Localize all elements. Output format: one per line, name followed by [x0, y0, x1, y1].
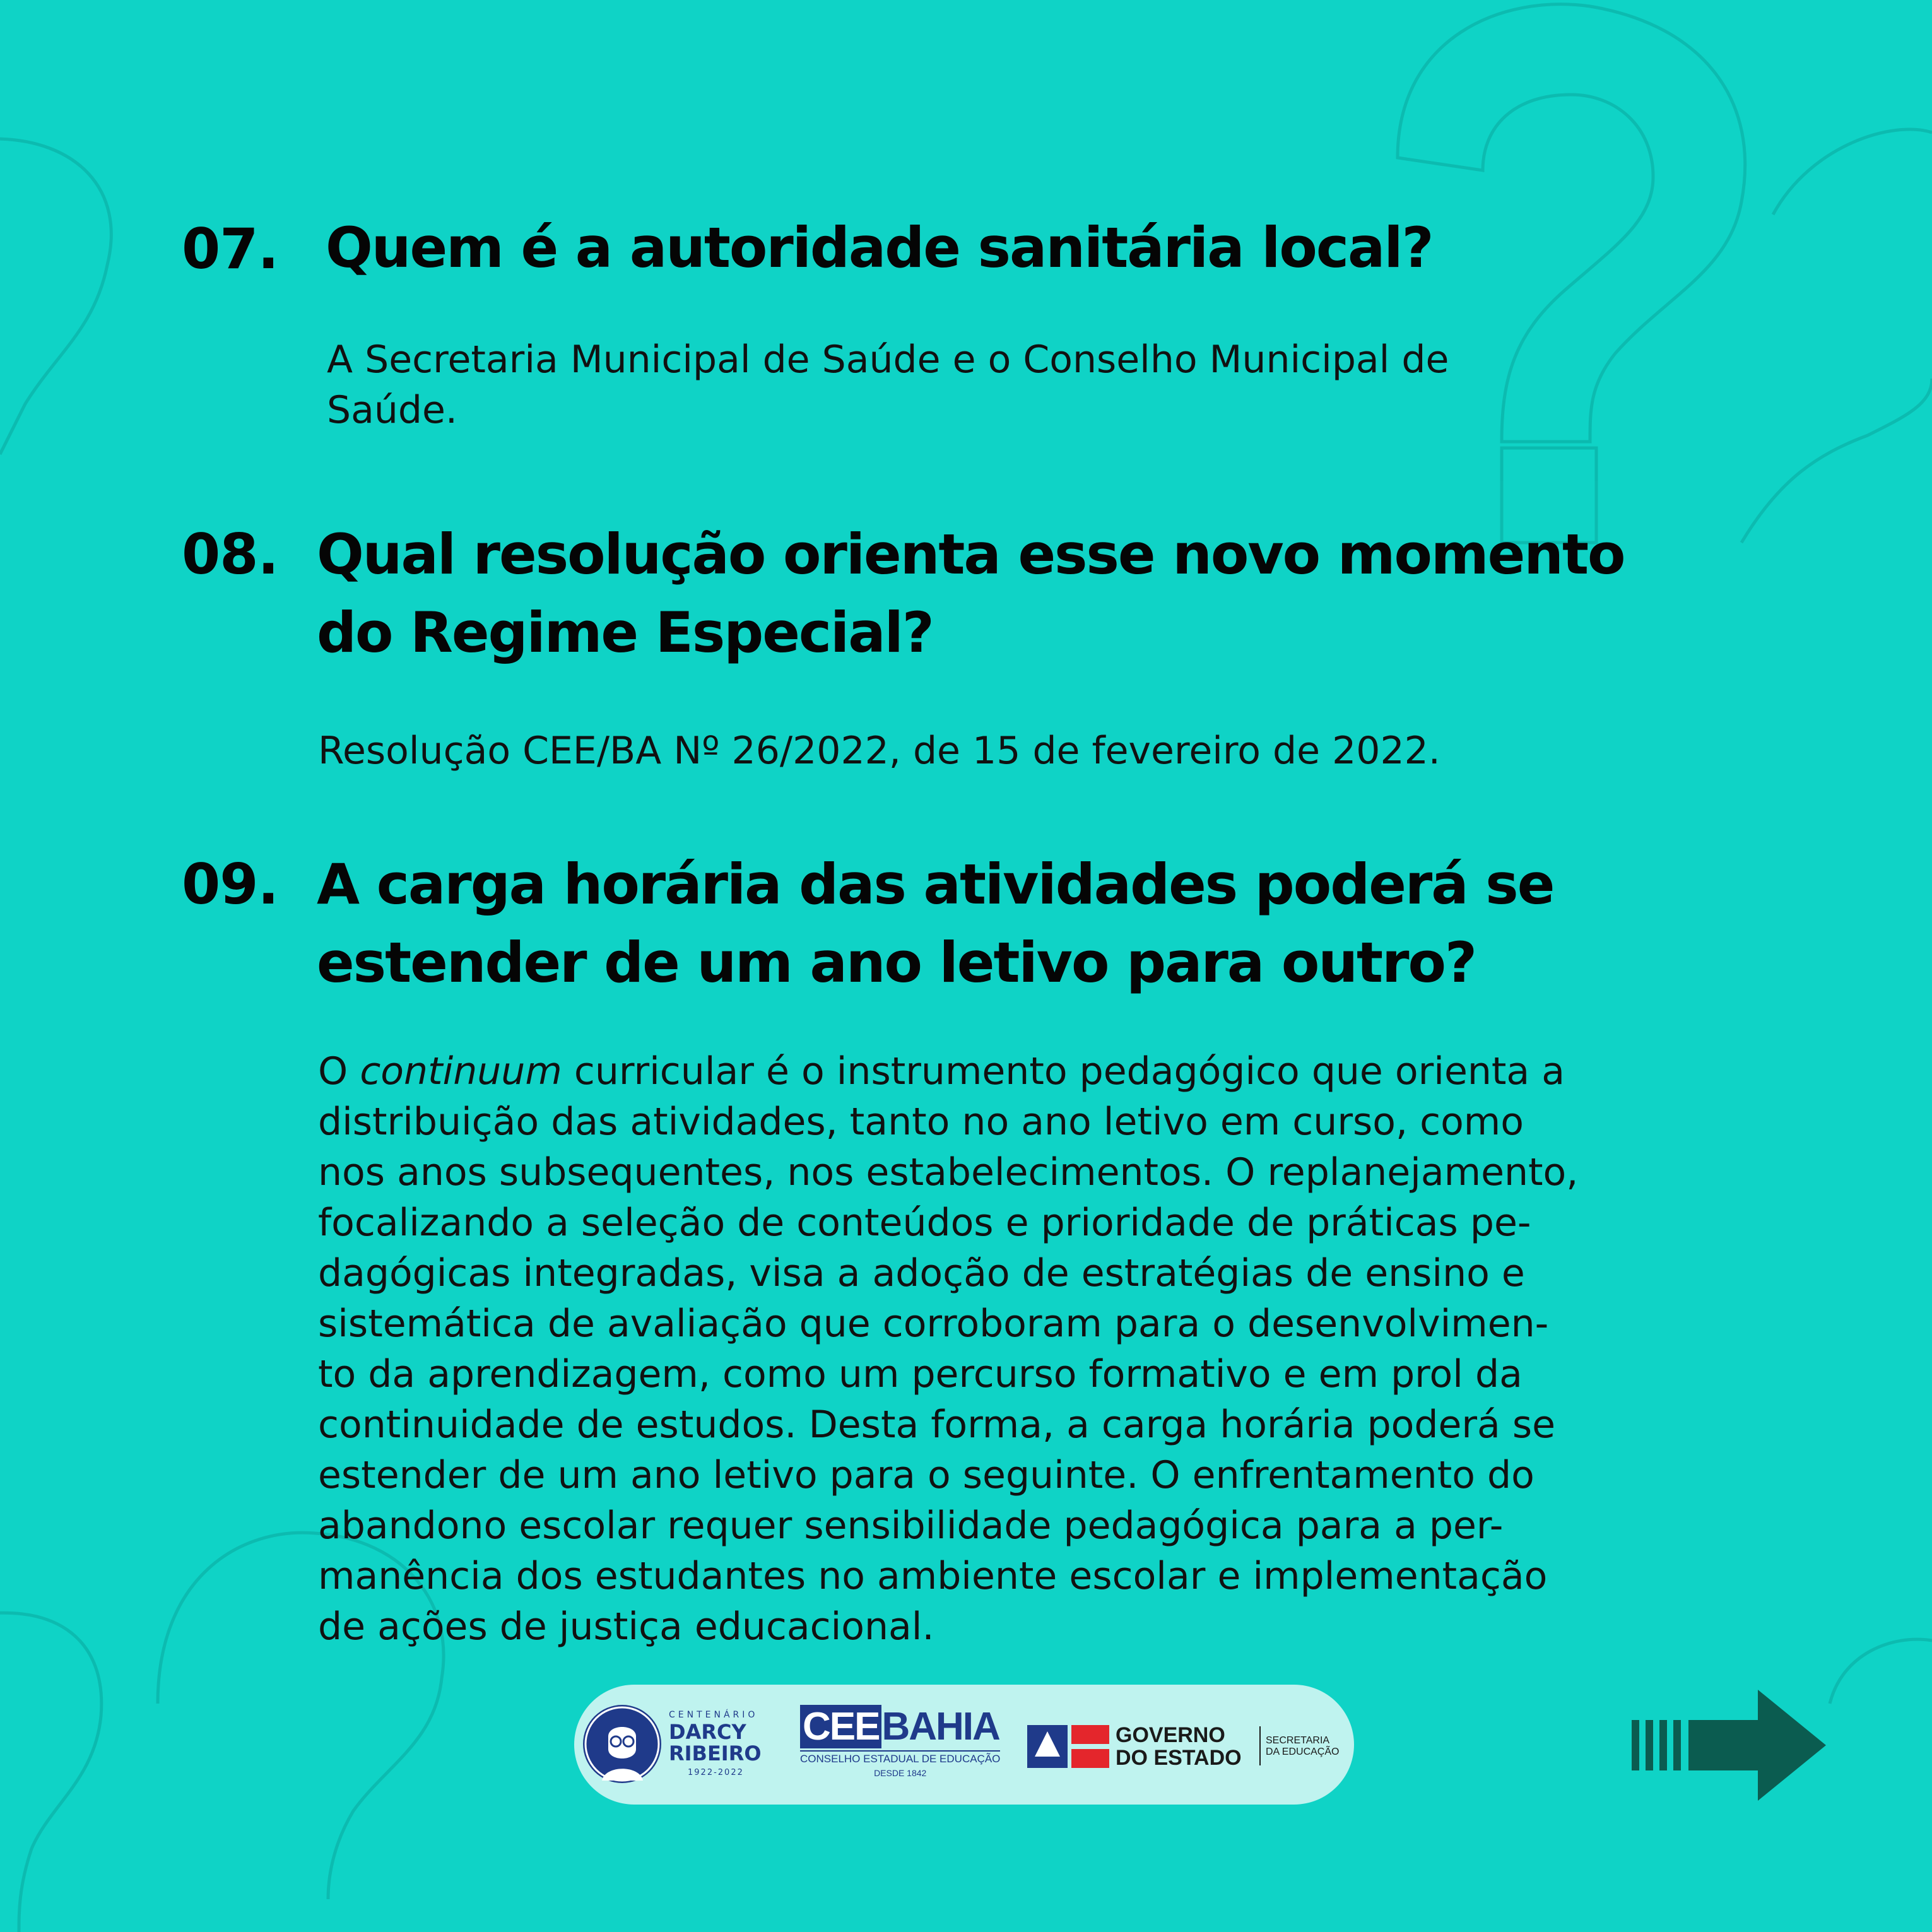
darcy-top-label: CENTENÁRIO	[669, 1710, 758, 1720]
secretaria-line2: DA EDUCAÇÃO	[1266, 1746, 1340, 1757]
answer-line	[318, 1046, 1578, 1097]
bahia-flag-icon	[1027, 1725, 1109, 1768]
cee-bahia-logo	[800, 1707, 1000, 1778]
answer-line: continuidade de estudos. Desta forma, a carga horária poderá se	[318, 1403, 1556, 1447]
question-mark-decoration	[1773, 129, 1932, 215]
answer-line: de ações de justiça educacional.	[318, 1605, 934, 1649]
answer-text: O	[318, 1049, 360, 1093]
answer-line: sistemática de avaliação que corroboram para o desenvolvimen-	[318, 1302, 1549, 1346]
question-title	[317, 515, 1624, 672]
question-title	[317, 845, 1553, 1002]
question-answer	[318, 726, 1440, 776]
question-title-line: Quem é a autoridade sanitária local?	[326, 215, 1433, 280]
answer-line: dagógicas integradas, visa a adoção de estratégias de ensino e	[318, 1251, 1525, 1295]
secretaria-line1: SECRETARIA	[1266, 1735, 1330, 1746]
next-arrow-icon[interactable]	[1632, 1690, 1827, 1801]
question-title-line: A carga horária das atividades poderá se	[317, 852, 1554, 917]
question-mark-decoration	[1741, 379, 1932, 543]
logo-divider	[1259, 1726, 1261, 1765]
cee-bahia-wordmark	[800, 1707, 1000, 1746]
answer-line: A Secretaria Municipal de Saúde e o Conselho Municipal de	[327, 338, 1449, 382]
darcy-years: 1922-2022	[688, 1768, 744, 1777]
question-mark-decoration	[1830, 1639, 1932, 1704]
answer-italic-term: continuum	[360, 1049, 562, 1093]
question-title-line: estender de um ano letivo para outro?	[317, 930, 1476, 995]
cee-prefix: CEE	[800, 1705, 881, 1748]
answer-line: estender de um ano letivo para o seguinte. O enfrentamento do	[318, 1453, 1534, 1497]
answer-line: focalizando a seleção de conteúdos e prioridade de práticas pe-	[318, 1201, 1531, 1245]
cee-since: DESDE 1842	[874, 1768, 927, 1778]
question-mark-decoration	[0, 139, 111, 454]
darcy-portrait-icon	[583, 1705, 661, 1783]
question-number: 09.	[182, 852, 278, 917]
answer-line: distribuição das atividades, tanto no ano letivo em curso, como	[318, 1100, 1524, 1144]
question-title-line: do Regime Especial?	[317, 600, 933, 665]
answer-line: nos anos subsequentes, nos estabelecimentos. O replanejamento,	[318, 1150, 1579, 1194]
question-title-line: Qual resolução orienta esse novo momento	[317, 522, 1625, 587]
question-title	[326, 209, 1433, 287]
answer-line: manência dos estudantes no ambiente escolar e implementação	[318, 1554, 1548, 1598]
darcy-name-line2: RIBEIRO	[669, 1741, 762, 1765]
cee-subtitle: CONSELHO ESTADUAL DE EDUCAÇÃO	[800, 1750, 1000, 1765]
answer-text: curricular é o instrumento pedagógico que orienta a	[562, 1049, 1565, 1093]
question-number: 08.	[182, 522, 278, 587]
answer-line: Saúde.	[327, 388, 457, 432]
answer-line: Resolução CEE/BA Nº 26/2022, de 15 de fevereiro de 2022.	[318, 729, 1440, 773]
question-answer	[318, 1046, 1578, 1652]
question-mark-decoration	[1398, 4, 1745, 442]
governo-line1: GOVERNO	[1116, 1723, 1225, 1747]
question-number: 07.	[182, 216, 278, 281]
question-mark-decoration	[0, 1613, 102, 1932]
cee-suffix: BAHIA	[881, 1705, 999, 1748]
answer-line: to da aprendizagem, como um percurso formativo e em prol da	[318, 1352, 1523, 1396]
darcy-name-line1: DARCY	[669, 1720, 746, 1744]
question-answer	[327, 334, 1449, 435]
answer-line: abandono escolar requer sensibilidade pedagógica para a per-	[318, 1504, 1504, 1548]
governo-line2: DO ESTADO	[1116, 1746, 1242, 1770]
footer-logo-bar	[574, 1685, 1354, 1805]
